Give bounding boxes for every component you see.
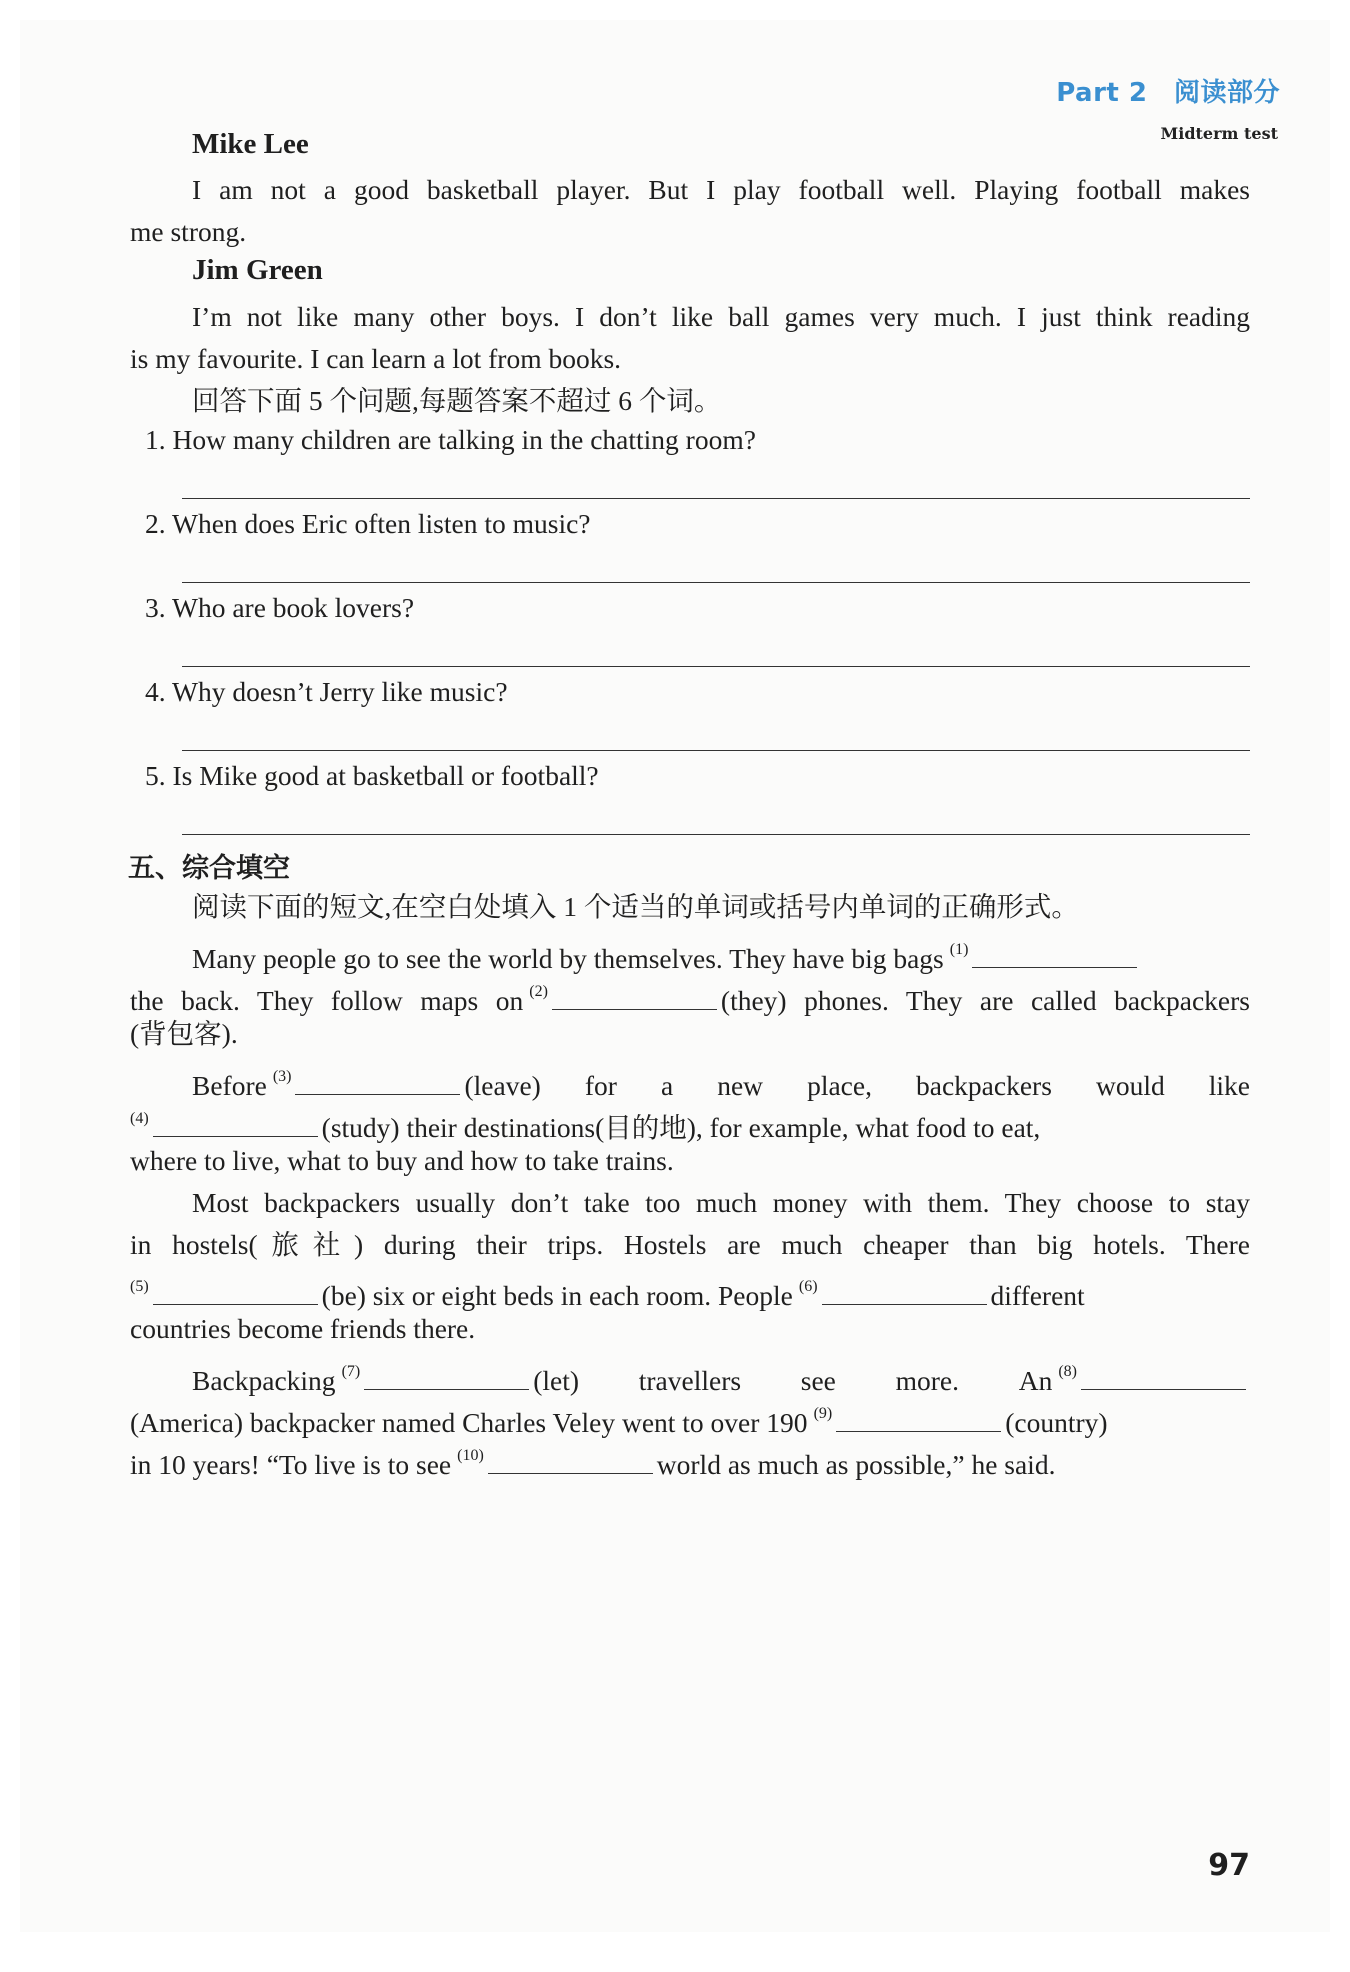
blank-number: (10) xyxy=(457,1447,484,1464)
mike-text-line1: I am not a good basketball player. But I play football well. Playing football makes xyxy=(192,174,1250,205)
blank-9[interactable] xyxy=(836,1407,1001,1432)
cloze-text: Before xyxy=(192,1070,267,1101)
cloze-text: (be) six or eight beds in each room. People xyxy=(321,1280,793,1311)
question-3: 3. Who are book lovers? xyxy=(145,592,415,623)
cloze-text: Backpacking xyxy=(192,1365,336,1396)
cloze-text: world as much as possible,” he said. xyxy=(656,1449,1056,1480)
blank-4[interactable] xyxy=(153,1112,318,1137)
question-2: 2. When does Eric often listen to music? xyxy=(145,508,591,539)
header-subtitle: Midterm test xyxy=(1160,124,1278,143)
cloze-line-10: countries become friends there. xyxy=(130,1313,476,1344)
blank-number: (9) xyxy=(813,1405,833,1422)
question-5: 5. Is Mike good at basketball or football? xyxy=(145,760,599,791)
jim-text-line2: is my favourite. I can learn a lot from books. xyxy=(130,343,622,374)
blank-5[interactable] xyxy=(153,1280,318,1305)
blank-1[interactable] xyxy=(972,943,1137,968)
section-title: 五、综合填空 xyxy=(128,853,290,884)
cloze-text: (America) backpacker named Charles Veley went to over 190 xyxy=(130,1407,808,1438)
cloze-line-13 xyxy=(130,1436,1250,1485)
blank-number: (7) xyxy=(341,1363,361,1380)
blank-8[interactable] xyxy=(1081,1365,1246,1390)
speaker-jim: Jim Green xyxy=(192,254,323,286)
jim-text-line1: I’m not like many other boys. I don’t like ball games very much. I just think reading xyxy=(192,301,1250,332)
question-instruction: 回答下面 5 个问题,每题答案不超过 6 个词。 xyxy=(192,385,722,416)
cloze-text: the back. They follow maps on xyxy=(130,985,524,1016)
cloze-text: different xyxy=(990,1280,1085,1311)
cloze-text: (they) phones. They are called backpackers xyxy=(720,985,1250,1016)
page-number: 97 xyxy=(1208,1848,1250,1883)
cloze-text: (leave) for a new place, backpackers would like xyxy=(464,1070,1250,1101)
section-instruction: 阅读下面的短文,在空白处填入 1 个适当的单词或括号内单词的正确形式。 xyxy=(192,891,1079,922)
blank-3[interactable] xyxy=(295,1070,460,1095)
cloze-text: (country) xyxy=(1005,1407,1108,1438)
blank-7[interactable] xyxy=(364,1365,529,1390)
blank-number: (5) xyxy=(130,1278,149,1295)
blank-number: (4) xyxy=(130,1110,149,1127)
cloze-text: (study) their destinations(目的地), for example, what food to eat, xyxy=(321,1112,1041,1143)
answer-line-5[interactable] xyxy=(182,834,1250,835)
header-part: Part 2 阅读部分 xyxy=(1056,78,1280,108)
blank-number: (2) xyxy=(529,983,548,1000)
blank-number: (8) xyxy=(1058,1363,1077,1380)
answer-line-2[interactable] xyxy=(182,582,1250,583)
question-4: 4. Why doesn’t Jerry like music? xyxy=(145,676,508,707)
answer-line-4[interactable] xyxy=(182,750,1250,751)
answer-line-1[interactable] xyxy=(182,498,1250,499)
blank-number: (3) xyxy=(272,1068,292,1085)
answer-line-3[interactable] xyxy=(182,666,1250,667)
question-1: 1. How many children are talking in the chatting room? xyxy=(145,424,756,455)
blank-10[interactable] xyxy=(488,1449,653,1474)
blank-number: (6) xyxy=(798,1278,818,1295)
blank-2[interactable] xyxy=(552,985,717,1010)
mike-text-line2: me strong. xyxy=(130,216,247,247)
blank-number: (1) xyxy=(949,941,969,958)
cloze-text: Many people go to see the world by themselves. They have big bags xyxy=(192,943,944,974)
cloze-text: (let) travellers see more. An xyxy=(533,1365,1053,1396)
blank-6[interactable] xyxy=(822,1280,987,1305)
speaker-mike: Mike Lee xyxy=(192,128,309,160)
page xyxy=(20,20,1330,1932)
cloze-line-3: (背包客). xyxy=(130,1018,238,1049)
cloze-line-8: in hostels(旅社) during their trips. Hostels are much cheaper than big hotels. There xyxy=(130,1229,1250,1260)
cloze-line-6: where to live, what to buy and how to take trains. xyxy=(130,1145,674,1176)
cloze-line-7: Most backpackers usually don’t take too much money with them. They choose to stay xyxy=(192,1187,1250,1218)
cloze-text: in 10 years! “To live is to see xyxy=(130,1449,452,1480)
